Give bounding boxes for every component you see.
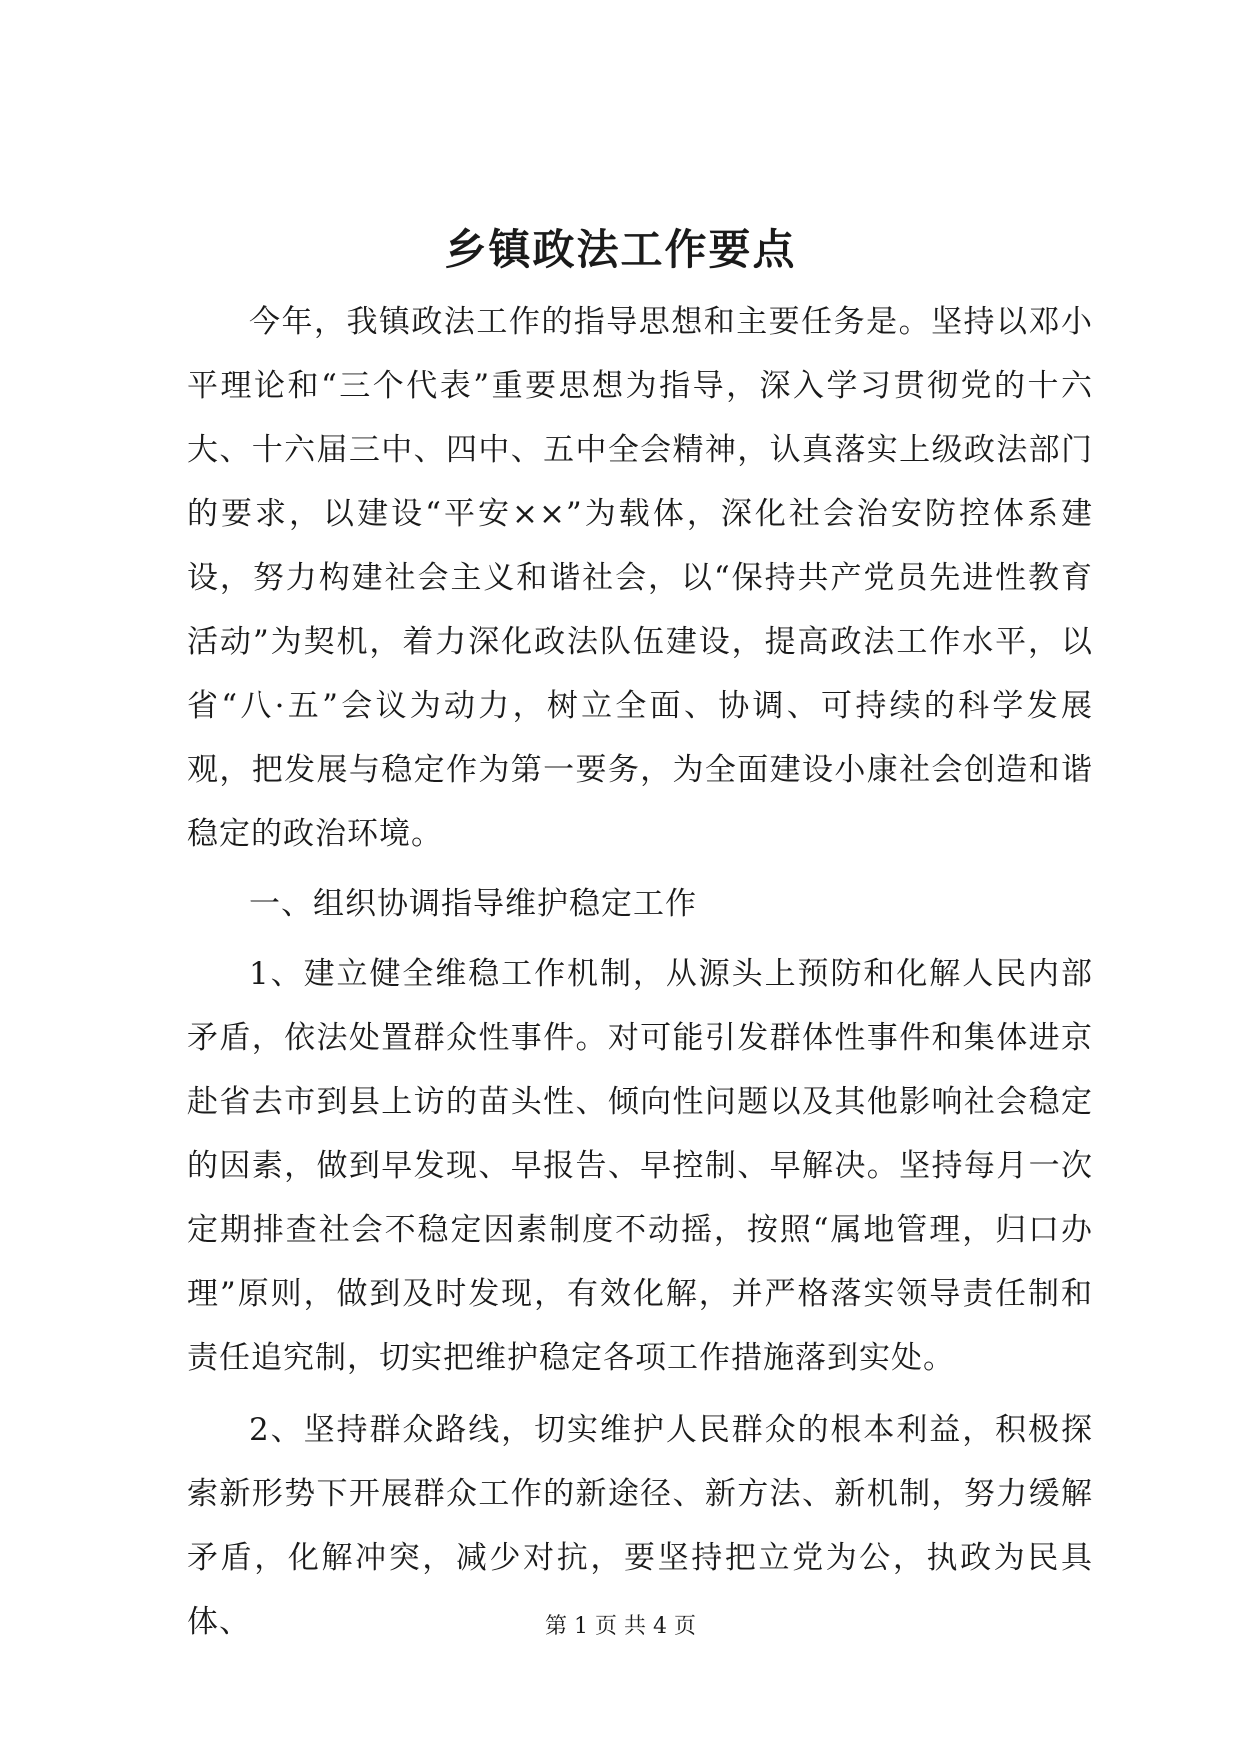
page-number-footer: 第 1 页 共 4 页 (545, 1614, 696, 1639)
item-1-paragraph: 1、建立健全维稳工作机制，从源头上预防和化解人民内部矛盾，依法处置群众性事件。对可能引发群体性事件和集体进京赴省去市到县上访的苗头性、倾向性问题以及其他影响社会稳定的因素，做到早发现、早报告、早控制、早解决。坚持每月一次定期排查社会不稳定因素制度不动摇，按照“属地管理，归口办理”原则，做到及时发现，有效化解，并严格落实领导责任制和责任追究制，切实把维护稳定各项工作措施落到实处。 (187, 956, 1093, 1376)
document-body (187, 290, 1093, 1654)
intro-paragraph: 今年，我镇政法工作的指导思想和主要任务是。坚持以邓小平理论和“三个代表”重要思想为指导，深入学习贯彻党的十六大、十六届三中、四中、五中全会精神，认真落实上级政法部门的要求，以建设“平安××”为载体，深化社会治安防控体系建设，努力构建社会主义和谐社会，以“保持共产党员先进性教育活动”为契机，着力深化政法队伍建设，提高政法工作水平，以省“八·五”会议为动力，树立全面、协调、可持续的科学发展观，把发展与稳定作为第一要务，为全面建设小康社会创造和谐稳定的政治环境。 (187, 304, 1093, 852)
item-2-paragraph: 2、坚持群众路线，切实维护人民群众的根本利益，积极探索新形势下开展群众工作的新途径、新方法、新机制，努力缓解矛盾，化解冲突，减少对抗，要坚持把立党为公，执政为民具体、 (187, 1412, 1093, 1640)
document-title: 乡镇政法工作要点 (444, 225, 797, 274)
section-heading: 一、组织协调指导维护稳定工作 (249, 886, 697, 922)
